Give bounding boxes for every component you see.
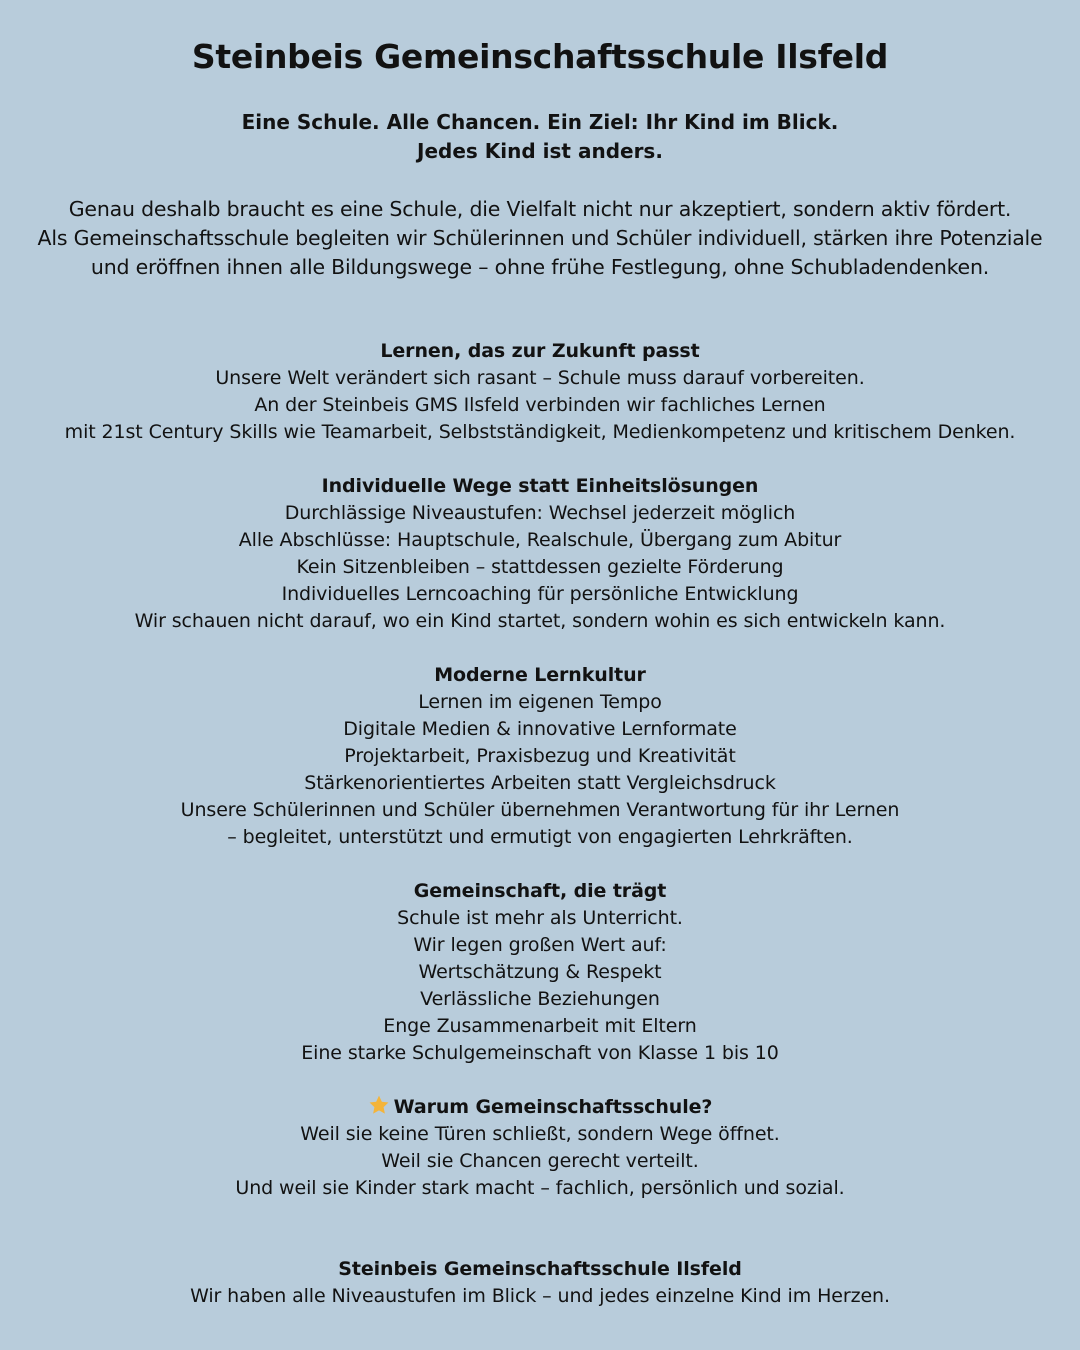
section-line: mit 21st Century Skills wie Teamarbeit, Selbstständigkeit, Medienkompetenz und kritischem Denken. [64,421,1016,443]
section-line: Verlässliche Beziehungen [420,988,660,1010]
section-closing [0,1256,1080,1310]
section-line: Projektarbeit, Praxisbezug und Kreativität [344,745,736,767]
section-line: Wir legen großen Wert auf: [413,934,667,956]
section-line: Stärkenorientiertes Arbeiten statt Vergleichsdruck [304,772,776,794]
section-line: Digitale Medien & innovative Lernformate [343,718,737,740]
tagline-line: Eine Schule. Alle Chancen. Ein Ziel: Ihr Kind im Blick. [241,110,839,134]
section-heading: Steinbeis Gemeinschaftsschule Ilsfeld [338,1258,742,1280]
section-line: Schule ist mehr als Unterricht. [397,907,683,929]
intro-line: Genau deshalb braucht es eine Schule, die Vielfalt nicht nur akzeptiert, sondern aktiv fördert. [68,197,1012,221]
section-line: Enge Zusammenarbeit mit Eltern [383,1015,697,1037]
section-line: Weil sie keine Türen schließt, sondern Wege öffnet. [300,1123,780,1145]
section-why [0,1094,1080,1202]
section-modern-culture [0,662,1080,851]
section-line: An der Steinbeis GMS Ilsfeld verbinden wir fachliches Lernen [254,394,826,416]
section-line: Lernen im eigenen Tempo [418,691,662,713]
section-future-learning [0,338,1080,446]
section-heading: Warum Gemeinschaftsschule? [393,1096,713,1118]
section-line: Unsere Welt verändert sich rasant – Schule muss darauf vorbereiten. [215,367,865,389]
section-heading: Lernen, das zur Zukunft passt [380,340,700,362]
section-heading: Moderne Lernkultur [434,664,646,686]
section-line: Individuelles Lerncoaching für persönliche Entwicklung [281,583,799,605]
section-individual-paths [0,473,1080,635]
section-line: Kein Sitzenbleiben – stattdessen gezielte Förderung [296,556,784,578]
tagline-line: Jedes Kind ist anders. [417,139,663,163]
section-line: Und weil sie Kinder stark macht – fachlich, persönlich und sozial. [235,1177,845,1199]
intro-paragraph [0,195,1080,282]
section-line: Unsere Schülerinnen und Schüler übernehmen Verantwortung für ihr Lernen [180,799,900,821]
section-line: – begleitet, unterstützt und ermutigt von engagierten Lehrkräften. [227,826,853,848]
intro-line: und eröffnen ihnen alle Bildungswege – ohne frühe Festlegung, ohne Schubladendenken. [90,255,990,279]
section-line: Durchlässige Niveaustufen: Wechsel jederzeit möglich [284,502,796,524]
page-title: Steinbeis Gemeinschaftsschule Ilsfeld [191,37,889,76]
intro-line: Als Gemeinschaftsschule begleiten wir Schülerinnen und Schüler individuell, stärken ihre Potenziale [37,226,1043,250]
section-line: Wir haben alle Niveaustufen im Blick – und jedes einzelne Kind im Herzen. [190,1285,890,1307]
section-heading: Individuelle Wege statt Einheitslösungen [321,475,759,497]
section-line: Eine starke Schulgemeinschaft von Klasse 1 bis 10 [301,1042,779,1064]
section-community [0,878,1080,1067]
section-heading: Gemeinschaft, die trägt [413,880,667,902]
section-line: Weil sie Chancen gerecht verteilt. [381,1150,699,1172]
section-line: Wir schauen nicht darauf, wo ein Kind startet, sondern wohin es sich entwickeln kann. [134,610,946,632]
section-heading-row [0,1094,1080,1121]
section-line: Wertschätzung & Respekt [418,961,662,983]
section-line: Alle Abschlüsse: Hauptschule, Realschule, Übergang zum Abitur [238,529,842,551]
star-icon [368,1094,390,1116]
tagline [0,108,1080,166]
